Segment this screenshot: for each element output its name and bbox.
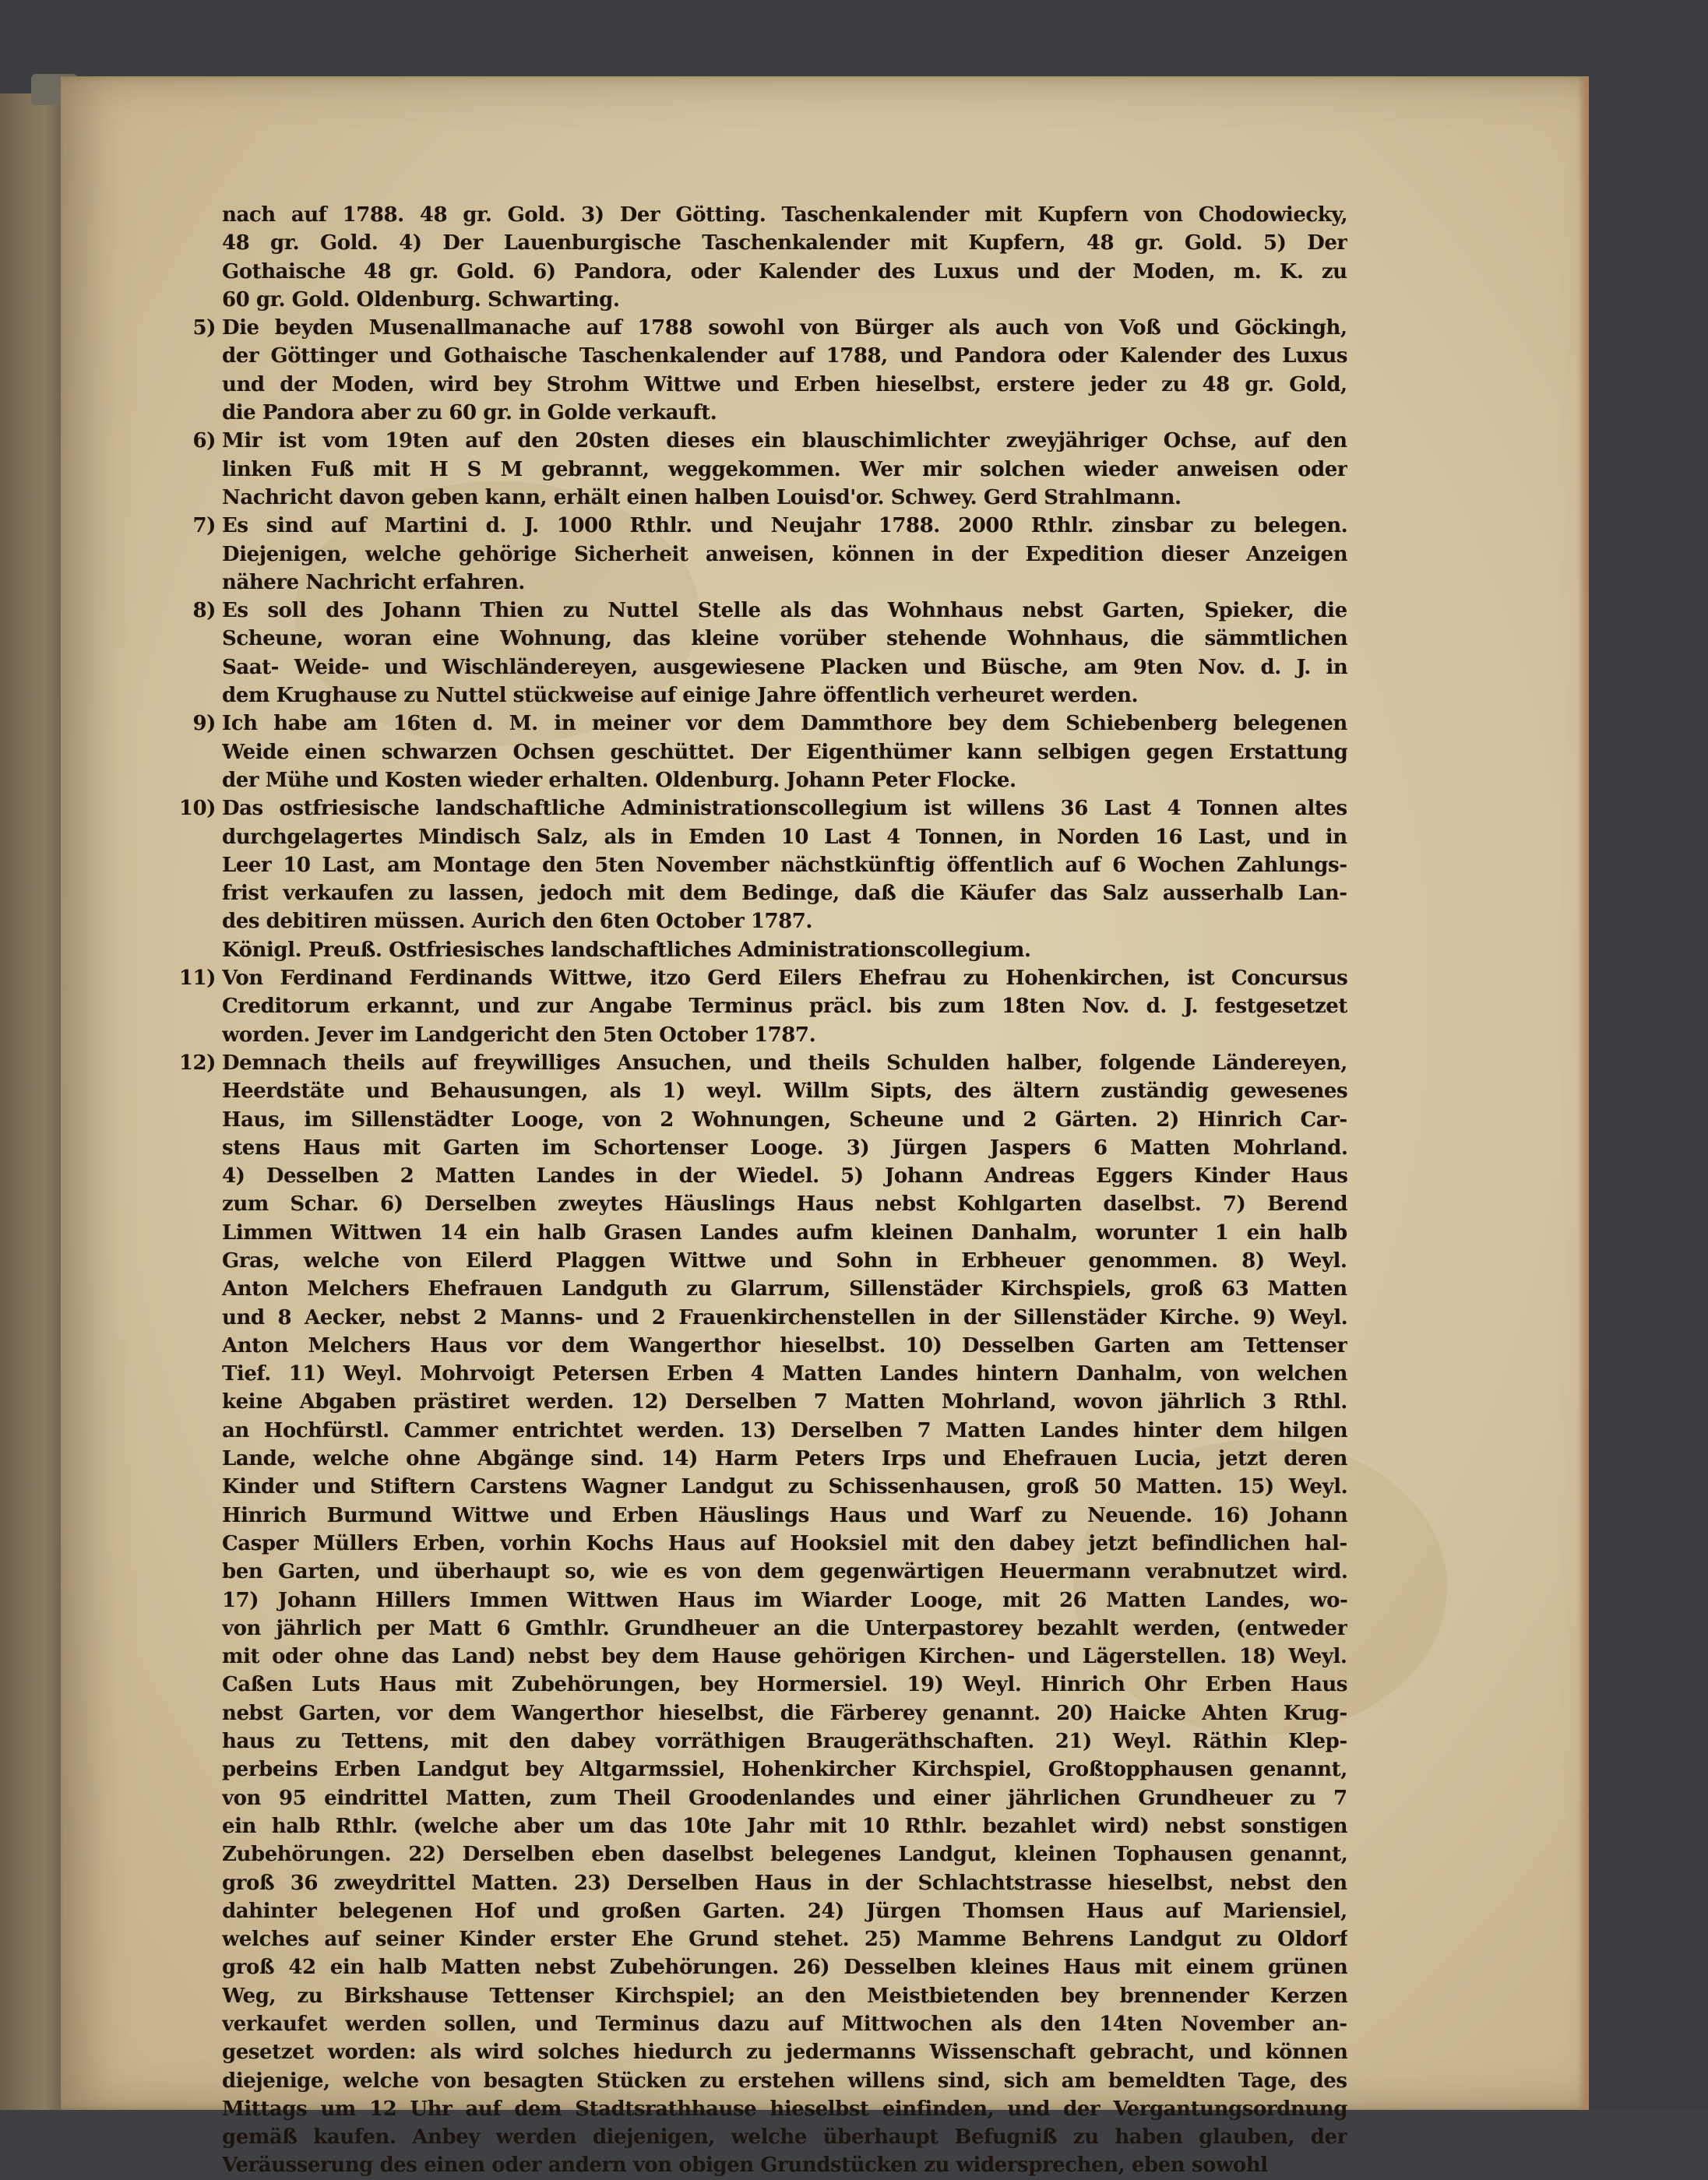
text-line: durchgelagertes Mindisch Salz, als in Emden 10 Last 4 Tonnen, in Norden 16 Last, und in xyxy=(222,825,1347,849)
notice-number: 5) xyxy=(192,316,216,340)
text-line: nähere Nachricht erfahren. xyxy=(222,570,525,594)
text-line: der Mühe und Kosten wieder erhalten. Oldenburg. Johann Peter Flocke. xyxy=(222,768,1016,792)
text-line: und 8 Aecker, nebst 2 Manns- und 2 Frauenkirchenstellen in der Sillenstäder Kirche. 9) Weyl. xyxy=(222,1305,1347,1329)
text-line: 48 gr. Gold. 4) Der Lauenburgische Taschenkalender mit Kupfern, 48 gr. Gold. 5) Der xyxy=(222,231,1347,255)
text-line: groß 42 ein halb Matten nebst Zubehörungen. 26) Desselben kleines Haus mit einem grünen xyxy=(222,1956,1347,1980)
text-line: Gothaische 48 gr. Gold. 6) Pandora, oder Kalender des Luxus und der Moden, m. K. zu xyxy=(222,259,1347,284)
text-line: haus zu Tettens, mit den dabey vorräthigen Braugeräthschaften. 21) Weyl. Räthin Klep- xyxy=(222,1730,1347,1754)
notice-entry xyxy=(178,1049,1347,2180)
text-line: Das ostfriesische landschaftliche Administrationscollegium ist willens 36 Last 4 Tonnen altes xyxy=(222,797,1347,821)
document-text xyxy=(178,201,1347,2180)
text-line: 17) Johann Hillers Immen Wittwen Haus im Wiarder Looge, mit 26 Matten Landes, wo- xyxy=(222,1588,1347,1612)
text-line: ben Garten, und überhaupt so, wie es von dem gegenwärtigen Heuermann verabnutzet wird. xyxy=(222,1560,1347,1584)
text-line: 60 gr. Gold. Oldenburg. Schwarting. xyxy=(222,287,620,312)
text-line: Mir ist vom 19ten auf den 20sten dieses ein blauschimlichter zweyjähriger Ochse, auf den xyxy=(222,429,1347,453)
text-line: Es sind auf Martini d. J. 1000 Rthlr. und Neujahr 1788. 2000 Rthlr. zinsbar zu belegen. xyxy=(222,514,1347,538)
text-line: Diejenigen, welche gehörige Sicherheit anweisen, können in der Expedition dieser Anzeigen xyxy=(222,542,1347,566)
text-line: von 95 eindrittel Matten, zum Theil Groodenlandes und einer jährlichen Grundheuer zu 7 xyxy=(222,1786,1347,1810)
notice-entry xyxy=(192,597,1347,710)
text-line: diejenige, welche von besagten Stücken zu erstehen willens sind, sich am bemeldten Tage, des xyxy=(222,2069,1347,2093)
notice-number: 8) xyxy=(192,599,216,623)
text-line: Ich habe am 16ten d. M. in meiner vor dem Dammthore bey dem Schiebenberg belegenen xyxy=(222,712,1347,736)
text-line: worden. Jever im Landgericht den 5ten October 1787. xyxy=(222,1023,816,1047)
notice-entry xyxy=(192,512,1347,597)
text-line: Haus, im Sillenstädter Looge, von 2 Wohnungen, Scheune und 2 Gärten. 2) Hinrich Car- xyxy=(222,1108,1347,1132)
text-line: zum Schar. 6) Derselben zweytes Häuslings Haus nebst Kohlgarten daselbst. 7) Berend xyxy=(222,1192,1347,1217)
notice-number: 9) xyxy=(192,712,216,736)
text-line: nach auf 1788. 48 gr. Gold. 3) Der Götting. Taschenkalender mit Kupfern von Chodowiecky, xyxy=(222,203,1347,227)
notice-number: 6) xyxy=(192,429,216,453)
text-line: Weg, zu Birkshause Tettenser Kirchspiel; an den Meistbietenden bey brennender Kerzen xyxy=(222,1984,1347,2008)
text-line: Casper Müllers Erben, vorhin Kochs Haus auf Hooksiel mit den dabey jetzt befindlichen hal- xyxy=(222,1531,1347,1555)
notice-entry xyxy=(192,427,1347,512)
text-line: Veräusserung des einen oder andern von obigen Grundstücken zu widersprechen, eben sowohl xyxy=(222,2154,1268,2178)
text-line: an Hochfürstl. Cammer entrichtet werden. 13) Derselben 7 Matten Landes hinter dem hilgen xyxy=(222,1418,1347,1442)
notice-entry xyxy=(192,314,1347,427)
notice-entry xyxy=(178,794,1347,964)
text-line: groß 36 zweydrittel Matten. 23) Derselben Haus in der Schlachtstrasse hieselbst, nebst den xyxy=(222,1871,1347,1895)
text-line: verkaufet werden sollen, und Terminus dazu auf Mittwochen als den 14ten November an- xyxy=(222,2013,1347,2036)
text-line: Creditorum erkannt, und zur Angabe Terminus präcl. bis zum 18ten Nov. d. J. festgesetzet xyxy=(222,995,1347,1019)
text-line: nebst Garten, vor dem Wangerthor hieselbst, die Färberey genannt. 20) Haicke Ahten Krug- xyxy=(222,1701,1347,1725)
text-line: dahinter belegenen Hof und großen Garten. 24) Jürgen Thomsen Haus auf Mariensiel, xyxy=(222,1899,1347,1923)
text-line: Saat- Weide- und Wischländereyen, ausgewiesene Placken und Büsche, am 9ten Nov. d. J. in xyxy=(222,655,1347,679)
text-line: Kinder und Stiftern Carstens Wagner Landgut zu Schissenhausen, groß 50 Matten. 15) Weyl. xyxy=(222,1475,1347,1499)
text-line: Tief. 11) Weyl. Mohrvoigt Petersen Erben 4 Matten Landes hintern Danhalm, von welchen xyxy=(222,1362,1347,1386)
text-line: und der Moden, wird bey Strohm Wittwe und Erben hieselbst, erstere jeder zu 48 gr. Gold, xyxy=(222,372,1347,396)
notice-number: 10) xyxy=(178,797,216,821)
text-line: linken Fuß mit H S M gebrannt, weggekommen. Wer mir solchen wieder anweisen oder xyxy=(222,457,1347,481)
text-line: Gras, welche von Eilerd Plaggen Wittwe und Sohn in Erbheuer genommen. 8) Weyl. xyxy=(222,1248,1347,1273)
text-line: Anton Melchers Haus vor dem Wangerthor hieselbst. 10) Desselben Garten am Tettenser xyxy=(222,1333,1347,1358)
text-line: des debitiren müssen. Aurich den 6ten October 1787. xyxy=(222,910,812,934)
text-line: Es soll des Johann Thien zu Nuttel Stelle als das Wohnhaus nebst Garten, Spieker, die xyxy=(222,599,1347,623)
text-line: Königl. Preuß. Ostfriesisches landschaftliches Administrationscollegium. xyxy=(222,938,1031,962)
text-line: ein halb Rthlr. (welche aber um das 10te Jahr mit 10 Rthlr. bezahlet wird) nebst sonstigen xyxy=(222,1814,1347,1838)
text-line: Hinrich Burmund Wittwe und Erben Häuslings Haus und Warf zu Neuende. 16) Johann xyxy=(222,1503,1347,1527)
text-line: mit oder ohne das Land) nebst bey dem Hause gehörigen Kirchen- und Lägerstellen. 18) Weyl. xyxy=(222,1645,1347,1669)
notice-number: 11) xyxy=(178,967,216,991)
text-line: Weide einen schwarzen Ochsen geschüttet. Der Eigenthümer kann selbigen gegen Erstattung xyxy=(222,740,1347,764)
text-line: die Pandora aber zu 60 gr. in Golde verkauft. xyxy=(222,401,717,425)
text-line: Nachricht davon geben kann, erhält einen halben Louisd'or. Schwey. Gerd Strahlmann. xyxy=(222,485,1182,509)
text-line: frist verkaufen zu lassen, jedoch mit dem Bedinge, daß die Käufer das Salz ausserhalb Lan- xyxy=(222,882,1347,906)
text-line: Anton Melchers Ehefrauen Landguth zu Glarrum, Sillenstäder Kirchspiels, groß 63 Matten xyxy=(222,1277,1347,1301)
text-line: Mittags um 12 Uhr auf dem Stadtsrathhause hieselbst einfinden, und der Vergantungsordnung xyxy=(222,2097,1347,2121)
text-line: dem Krughause zu Nuttel stückweise auf einige Jahre öffentlich verheuret werden. xyxy=(222,684,1139,708)
text-line: welches auf seiner Kinder erster Ehe Grund stehet. 25) Mamme Behrens Landgut zu Oldorf xyxy=(222,1928,1347,1952)
text-line: stens Haus mit Garten im Schortenser Looge. 3) Jürgen Jaspers 6 Matten Mohrland. xyxy=(222,1136,1347,1160)
text-line: Limmen Wittwen 14 ein halb Grasen Landes aufm kleinen Danhalm, worunter 1 ein halb xyxy=(222,1220,1347,1245)
text-line: Zubehörungen. 22) Derselben eben daselbst belegenes Landgut, kleinen Tophausen genannt, xyxy=(222,1843,1347,1867)
text-line: 4) Desselben 2 Matten Landes in der Wiedel. 5) Johann Andreas Eggers Kinder Haus xyxy=(222,1164,1347,1189)
notice-entry xyxy=(178,964,1347,1049)
text-line: Caßen Luts Haus mit Zubehörungen, bey Hormersiel. 19) Weyl. Hinrich Ohr Erben Haus xyxy=(222,1673,1347,1697)
notice-entry xyxy=(192,710,1347,794)
text-line: keine Abgaben prästiret werden. 12) Derselben 7 Matten Mohrland, wovon jährlich 3 Rthl. xyxy=(222,1390,1347,1414)
text-line: Die beyden Musenallmanache auf 1788 sowohl von Bürger als auch von Voß und Göckingh, xyxy=(222,316,1347,340)
page-edge xyxy=(1578,76,1589,2110)
text-line: Demnach theils auf freywilliges Ansuchen, und theils Schulden halber, folgende Ländereyen, xyxy=(222,1051,1347,1075)
text-line: Von Ferdinand Ferdinands Wittwe, itzo Gerd Eilers Ehefrau zu Hohenkirchen, ist Concursus xyxy=(222,967,1347,991)
notice-number: 12) xyxy=(178,1051,216,1075)
text-line: gemäß kaufen. Anbey werden diejenigen, welche überhaupt Befugniß zu haben glauben, der xyxy=(222,2125,1347,2150)
notice-entry xyxy=(222,201,1347,314)
text-line: von jährlich per Matt 6 Gmthlr. Grundheuer an die Unterpastorey bezahlt werden, (entweder xyxy=(222,1616,1347,1640)
text-line: gesetzet worden: als wird solches hiedurch zu jedermanns Wissenschaft gebracht, und können xyxy=(222,2041,1347,2065)
text-line: Leer 10 Last, am Montage den 5ten November nächstkünftig öffentlich auf 6 Wochen Zahlungs- xyxy=(222,853,1347,877)
text-line: Lande, welche ohne Abgänge sind. 14) Harm Peters Irps und Ehefrauen Lucia, jetzt deren xyxy=(222,1447,1347,1471)
text-line: perbeins Erben Landgut bey Altgarmssiel, Hohenkircher Kirchspiel, Großtopphausen genannt, xyxy=(222,1758,1347,1782)
text-line: Scheune, woran eine Wohnung, das kleine vorüber stehende Wohnhaus, die sämmtlichen xyxy=(222,627,1347,651)
notice-number: 7) xyxy=(192,514,216,538)
text-line: der Göttinger und Gothaische Taschenkalender auf 1788, und Pandora oder Kalender des Luxus xyxy=(222,344,1347,368)
text-line: Heerdstäte und Behausungen, als 1) weyl. Willm Sipts, des ältern zuständig gewesenes xyxy=(222,1079,1347,1104)
